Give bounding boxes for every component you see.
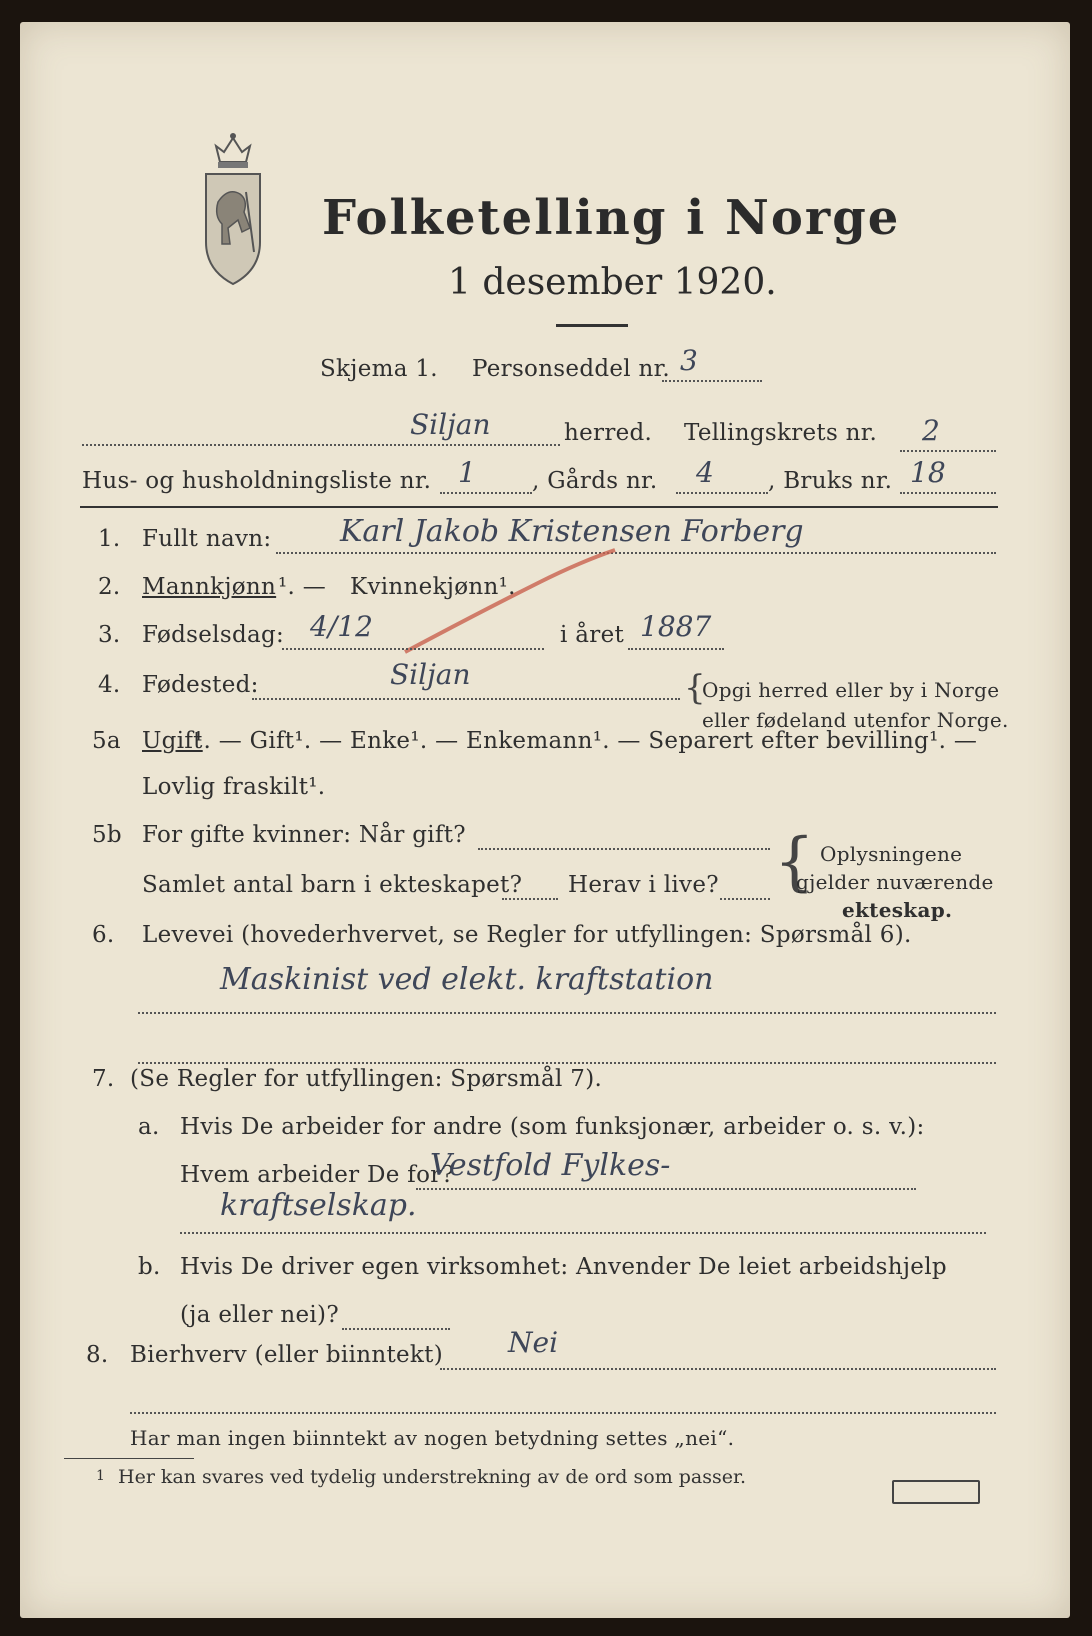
q5b-brace: { [774,825,815,899]
q5b-note-3: ekteskap. [842,898,953,922]
q7a-letter: a. [138,1114,160,1140]
herred-value[interactable]: Siljan [410,408,491,441]
personseddel-value[interactable]: 3 [680,344,698,377]
personseddel-label: Personseddel nr. [472,356,671,382]
q5b-alive-label: Herav i live? [568,872,719,898]
q4-label: Fødested: [142,672,259,698]
q6-label: Levevei (hovederhvervet, se Regler for utfyllingen: Spørsmål 6). [142,922,912,948]
skjema-label: Skjema 1. [320,356,438,382]
q5a-fraskilt[interactable]: Lovlig fraskilt¹. [142,774,326,800]
q3-label: Fødselsdag: [142,622,285,648]
employer-value-line1[interactable]: Vestfold Fylkes- [430,1148,671,1183]
biinntekt-note: Har man ingen biinntekt av nogen betydning settes „nei“. [130,1426,735,1450]
q4-number: 4. [98,672,121,698]
herred-label: herred. [564,420,653,446]
q2-female-option[interactable]: Kvinnekjønn¹. [350,574,516,600]
printer-stamp [892,1480,980,1504]
q2-male-option[interactable]: Mannkjønn [142,574,277,600]
q6-number: 6. [92,922,115,948]
tellingskrets-value[interactable]: 2 [922,414,940,447]
q7a-label: Hvis De arbeider for andre (som funksjonær, arbeider o. s. v.): [180,1114,925,1140]
q7-number: 7. [92,1066,115,1092]
q7a-question: Hvem arbeider De for? [180,1162,455,1188]
q5b-number: 5b [92,822,122,848]
q7b-question: (ja eller nei)? [180,1302,339,1328]
norwegian-coat-of-arms-icon [198,132,268,292]
bruks-value[interactable]: 18 [910,456,946,489]
q3-number: 3. [98,622,121,648]
census-form-sheet [20,22,1070,1618]
footnote-text: Her kan svares ved tydelig understrekning av de ord som passer. [118,1466,747,1488]
hus-value[interactable]: 1 [458,456,476,489]
gards-value[interactable]: 4 [696,456,714,489]
full-name-value[interactable]: Karl Jakob Kristensen Forberg [340,514,804,549]
title-divider [556,324,628,327]
form-title: Folketelling i Norge [322,190,901,246]
census-date: 1 desember 1920. [448,262,777,303]
q1-number: 1. [98,526,121,552]
q3-year-label: i året [560,622,625,648]
q5b-note-1: Oplysningene [820,842,963,866]
side-income-value[interactable]: Nei [508,1326,559,1359]
q7-label: (Se Regler for utfyllingen: Spørsmål 7). [130,1066,603,1092]
q5a-number: 5a [92,728,121,754]
header-divider [80,506,998,508]
birth-year-value[interactable]: 1887 [640,610,712,643]
q7b-label: Hvis De driver egen virksomhet: Anvender De leiet arbeidshjelp [180,1254,947,1280]
birth-day-value[interactable]: 4/12 [310,610,373,643]
footnote-rule [64,1458,194,1459]
gards-label: , Gårds nr. [532,468,658,494]
q5b-children-label: Samlet antal barn i ekteskapet? [142,872,523,898]
employer-value-line2[interactable]: kraftselskap. [220,1188,417,1223]
q8-label: Bierhverv (eller biinntekt) [130,1342,443,1368]
footnote-marker: 1 [96,1468,105,1484]
birthplace-value[interactable]: Siljan [390,658,471,691]
q5b-note-2: gjelder nuværende [796,870,994,894]
q5a-options[interactable]: ¹. — Gift¹. — Enke¹. — Enkemann¹. — Separert efter bevilling¹. — [194,728,978,754]
q2-number: 2. [98,574,121,600]
q8-number: 8. [86,1342,109,1368]
q7b-letter: b. [138,1254,161,1280]
bruks-label: , Bruks nr. [768,468,893,494]
q4-note-1: Opgi herred eller by i Norge [702,678,1000,702]
q2-separator: ¹. — [278,574,327,600]
q5b-married-label: For gifte kvinner: Når gift? [142,822,466,848]
q4-note-2: eller fødeland utenfor Norge. [702,708,1009,732]
q1-label: Fullt navn: [142,526,272,552]
q5a-ugift-option[interactable]: Ugift [142,728,203,754]
hus-label: Hus- og husholdningsliste nr. [82,468,432,494]
tellingskrets-label: Tellingskrets nr. [684,420,878,446]
q4-brace: { [684,668,706,708]
occupation-value[interactable]: Maskinist ved elekt. kraftstation [220,962,714,997]
